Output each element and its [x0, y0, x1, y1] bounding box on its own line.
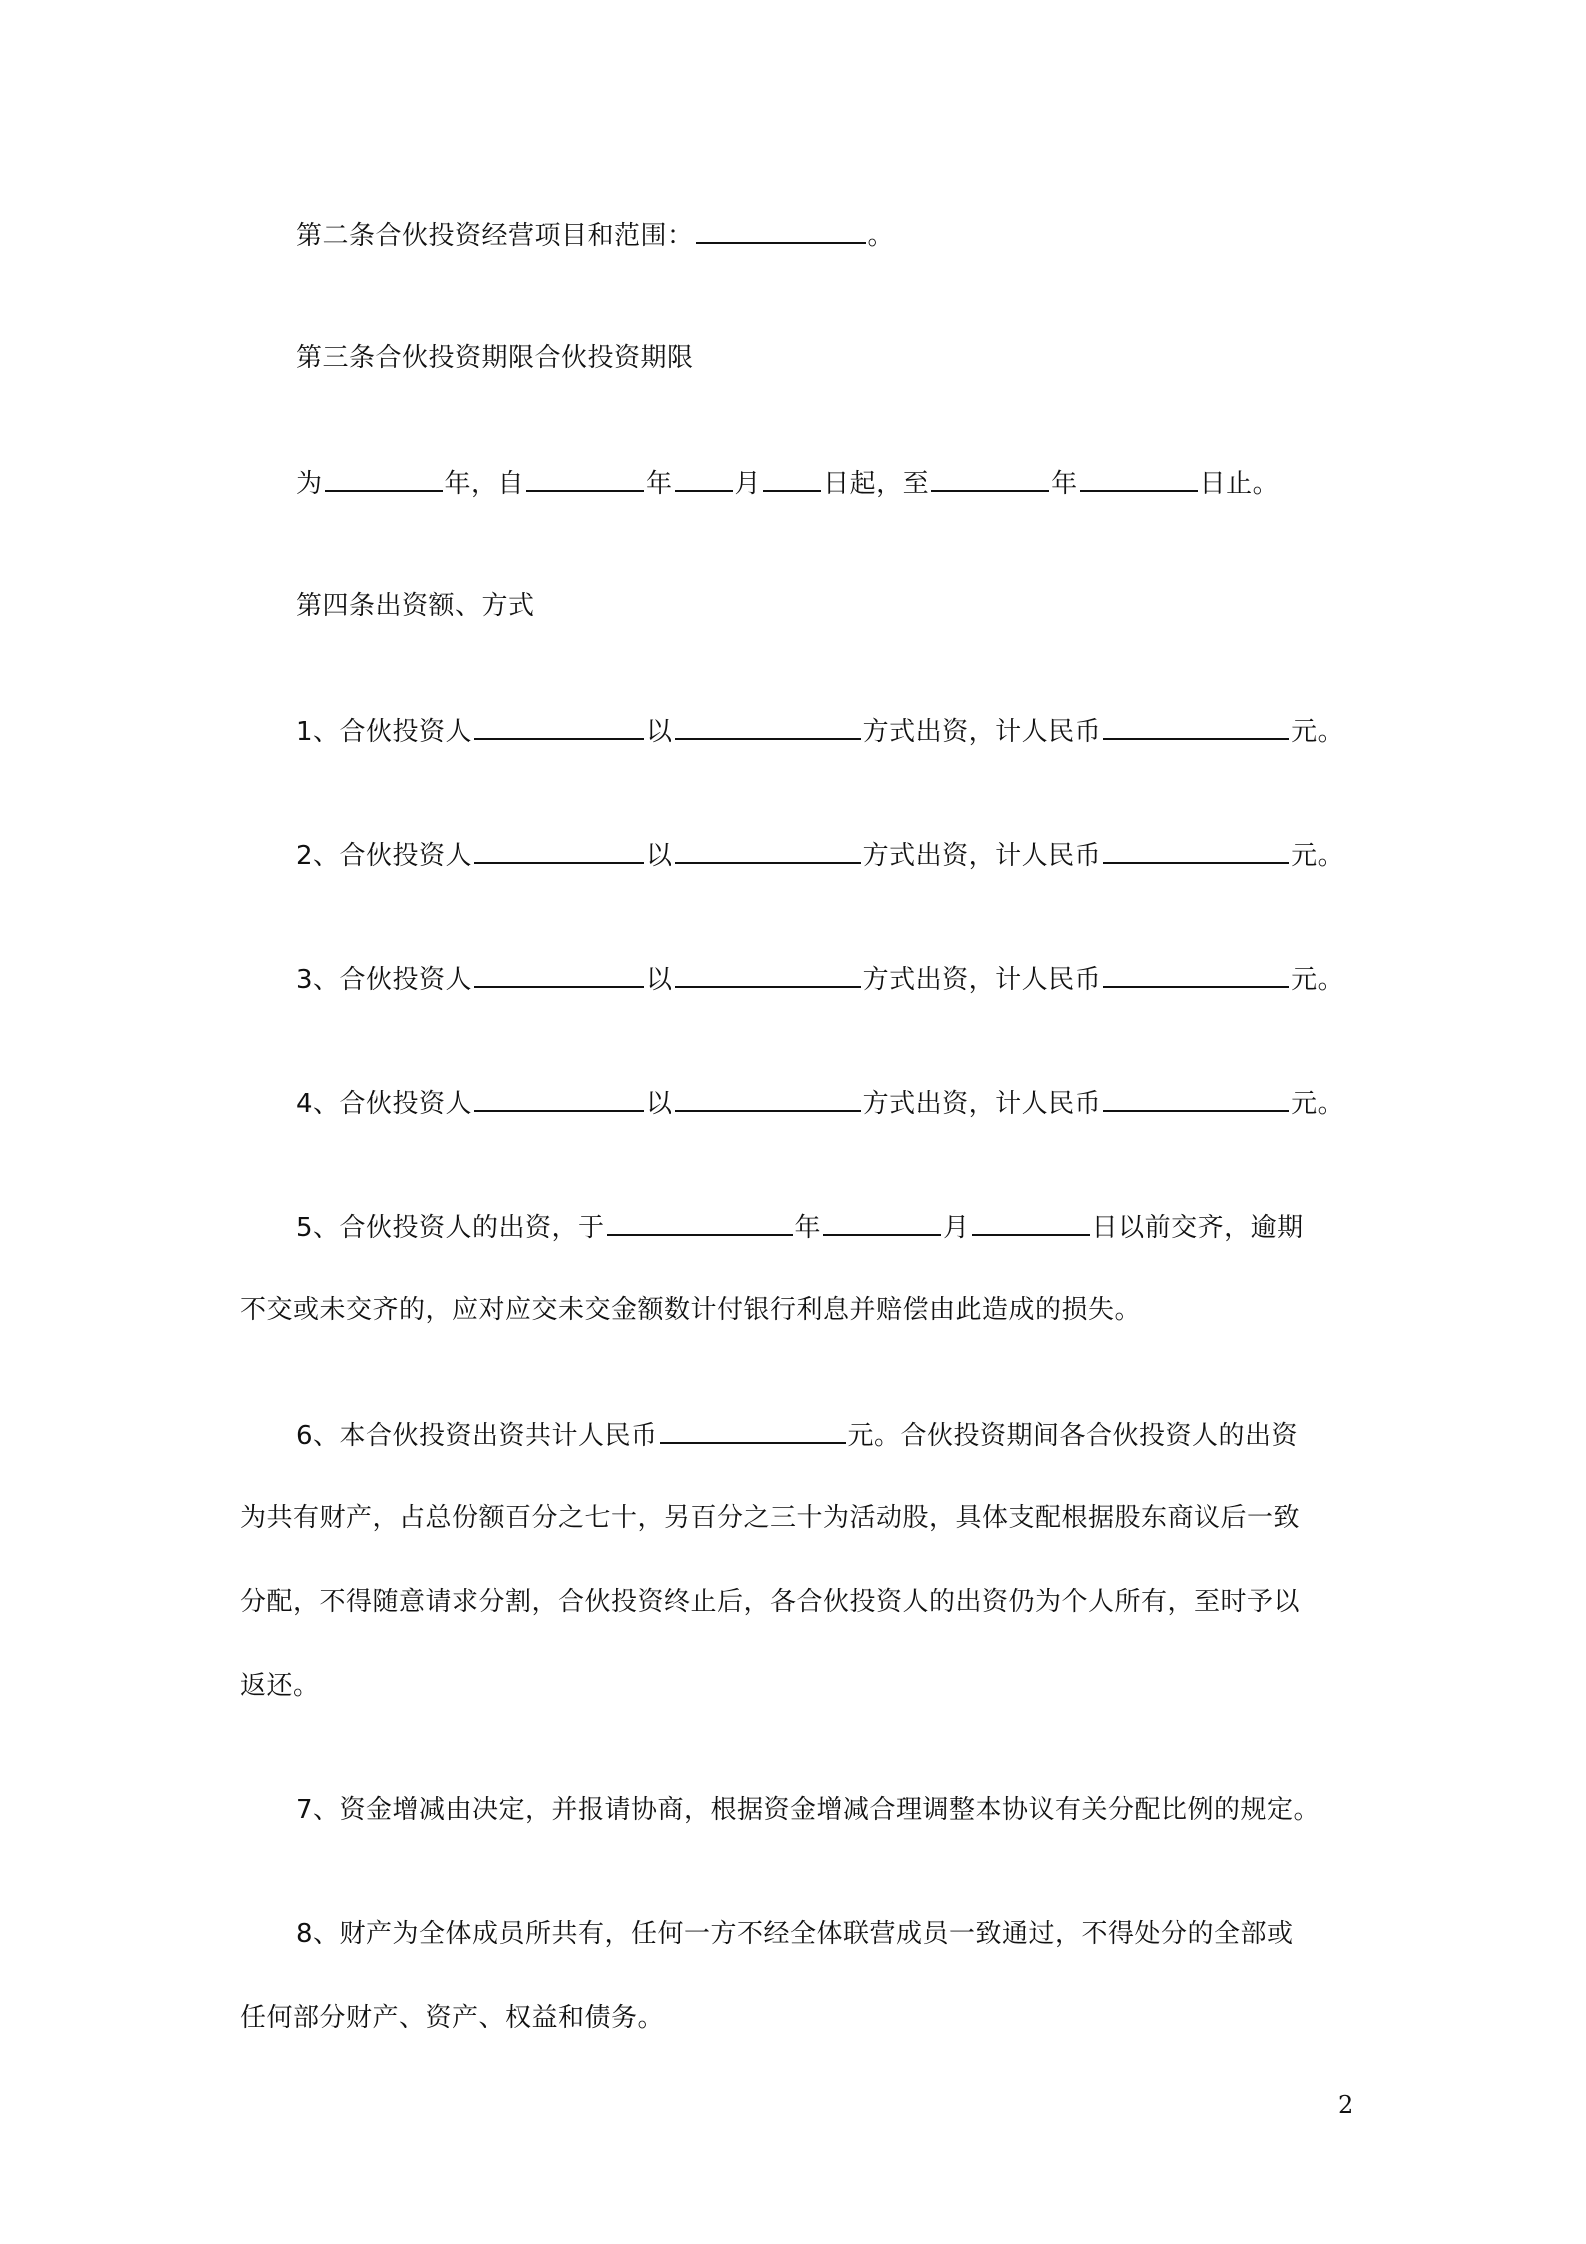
contribution-item-6-line-1: [296, 1414, 1298, 1456]
item-1-method-blank: [675, 710, 861, 740]
contribution-item-5-line-2: 不交或未交齐的，应对应交未交金额数计付银行利息并赔偿由此造成的损失。: [240, 1295, 1142, 1325]
item-2-method-blank: [675, 834, 861, 864]
term-text-5: 日起，至: [823, 469, 930, 499]
item-1-investor-blank: [474, 710, 644, 740]
item-5-day-blank: [972, 1206, 1090, 1236]
item-1-end: 元。: [1291, 717, 1345, 747]
item-5-month-blank: [823, 1206, 941, 1236]
term-years-blank: [325, 462, 443, 492]
item-2-label: 2、合伙投资人: [296, 841, 473, 871]
term-text-6: 年: [1051, 469, 1078, 499]
term-text-4: 月: [734, 469, 762, 499]
item-3-investor-blank: [474, 958, 644, 988]
contribution-item-6-line-4: 返还。: [240, 1671, 320, 1701]
term-text-2: 年，自: [444, 469, 525, 499]
contribution-item-2: [296, 834, 1344, 876]
item-2-investor-blank: [474, 834, 644, 864]
article-3-title: 第三条合伙投资期限合伙投资期限: [296, 343, 694, 373]
article-2-end: 。: [867, 221, 895, 251]
item-2-amount-blank: [1103, 834, 1289, 864]
item-5-text-3: 月: [943, 1213, 970, 1243]
item-3-label: 3、合伙投资人: [296, 965, 473, 995]
term-text-1: 为: [296, 469, 323, 499]
contribution-item-1: [296, 710, 1344, 752]
item-4-mid1: 以: [646, 1089, 673, 1119]
contribution-item-3: [296, 958, 1344, 1000]
item-5-text-4: 日以前交齐，逾期: [1091, 1213, 1304, 1243]
item-6-text-1: 6、本合伙投资出资共计人民币: [296, 1421, 658, 1451]
item-4-investor-blank: [474, 1082, 644, 1112]
end-year-blank: [931, 462, 1049, 492]
item-1-amount-blank: [1103, 710, 1289, 740]
contribution-item-8-line-1: 8、财产为全体成员所共有，任何一方不经全体联营成员一致通过，不得处分的全部或: [296, 1919, 1294, 1949]
article-3-term-line: [296, 462, 1279, 504]
contribution-item-6-line-2: 为共有财产，占总份额百分之七十，另百分之三十为活动股，具体支配根据股东商议后一致: [240, 1503, 1301, 1533]
article-2-line: [296, 214, 894, 256]
item-3-amount-blank: [1103, 958, 1289, 988]
page-number: 2: [1338, 2091, 1354, 2119]
item-4-method-blank: [675, 1082, 861, 1112]
start-year-blank: [526, 462, 644, 492]
contribution-item-4: [296, 1082, 1344, 1124]
contribution-item-8-line-2: 任何部分财产、资产、权益和债务。: [240, 2003, 665, 2033]
item-3-mid2: 方式出资，计人民币: [862, 965, 1102, 995]
item-6-total-blank: [660, 1414, 846, 1444]
contribution-item-5-line-1: [296, 1206, 1304, 1248]
item-3-mid1: 以: [646, 965, 673, 995]
item-6-text-2: 元。合伙投资期间各合伙投资人的出资: [847, 1421, 1299, 1451]
start-day-blank: [763, 462, 821, 492]
item-1-mid2: 方式出资，计人民币: [862, 717, 1102, 747]
item-5-year-blank: [607, 1206, 793, 1236]
item-1-label: 1、合伙投资人: [296, 717, 473, 747]
contribution-item-7: 7、资金增减由决定，并报请协商，根据资金增减合理调整本协议有关分配比例的规定。: [296, 1795, 1321, 1825]
item-4-label: 4、合伙投资人: [296, 1089, 473, 1119]
item-4-mid2: 方式出资，计人民币: [862, 1089, 1102, 1119]
item-2-end: 元。: [1291, 841, 1345, 871]
item-5-text-2: 年: [794, 1213, 822, 1243]
term-text-3: 年: [646, 469, 673, 499]
term-text-7: 日止。: [1199, 469, 1280, 499]
end-date-blank: [1080, 462, 1198, 492]
item-3-end: 元。: [1291, 965, 1345, 995]
item-3-method-blank: [675, 958, 861, 988]
start-month-blank: [675, 462, 733, 492]
item-4-end: 元。: [1291, 1089, 1345, 1119]
article-2-text: 第二条合伙投资经营项目和范围：: [296, 221, 694, 251]
contribution-item-6-line-3: 分配，不得随意请求分割，合伙投资终止后，各合伙投资人的出资仍为个人所有，至时予以: [240, 1587, 1301, 1617]
item-4-amount-blank: [1103, 1082, 1289, 1112]
item-5-text-1: 5、合伙投资人的出资，于: [296, 1213, 605, 1243]
item-2-mid1: 以: [646, 841, 673, 871]
scope-blank: [696, 214, 866, 244]
item-1-mid1: 以: [646, 717, 673, 747]
article-4-title: 第四条出资额、方式: [296, 591, 535, 621]
item-2-mid2: 方式出资，计人民币: [862, 841, 1102, 871]
